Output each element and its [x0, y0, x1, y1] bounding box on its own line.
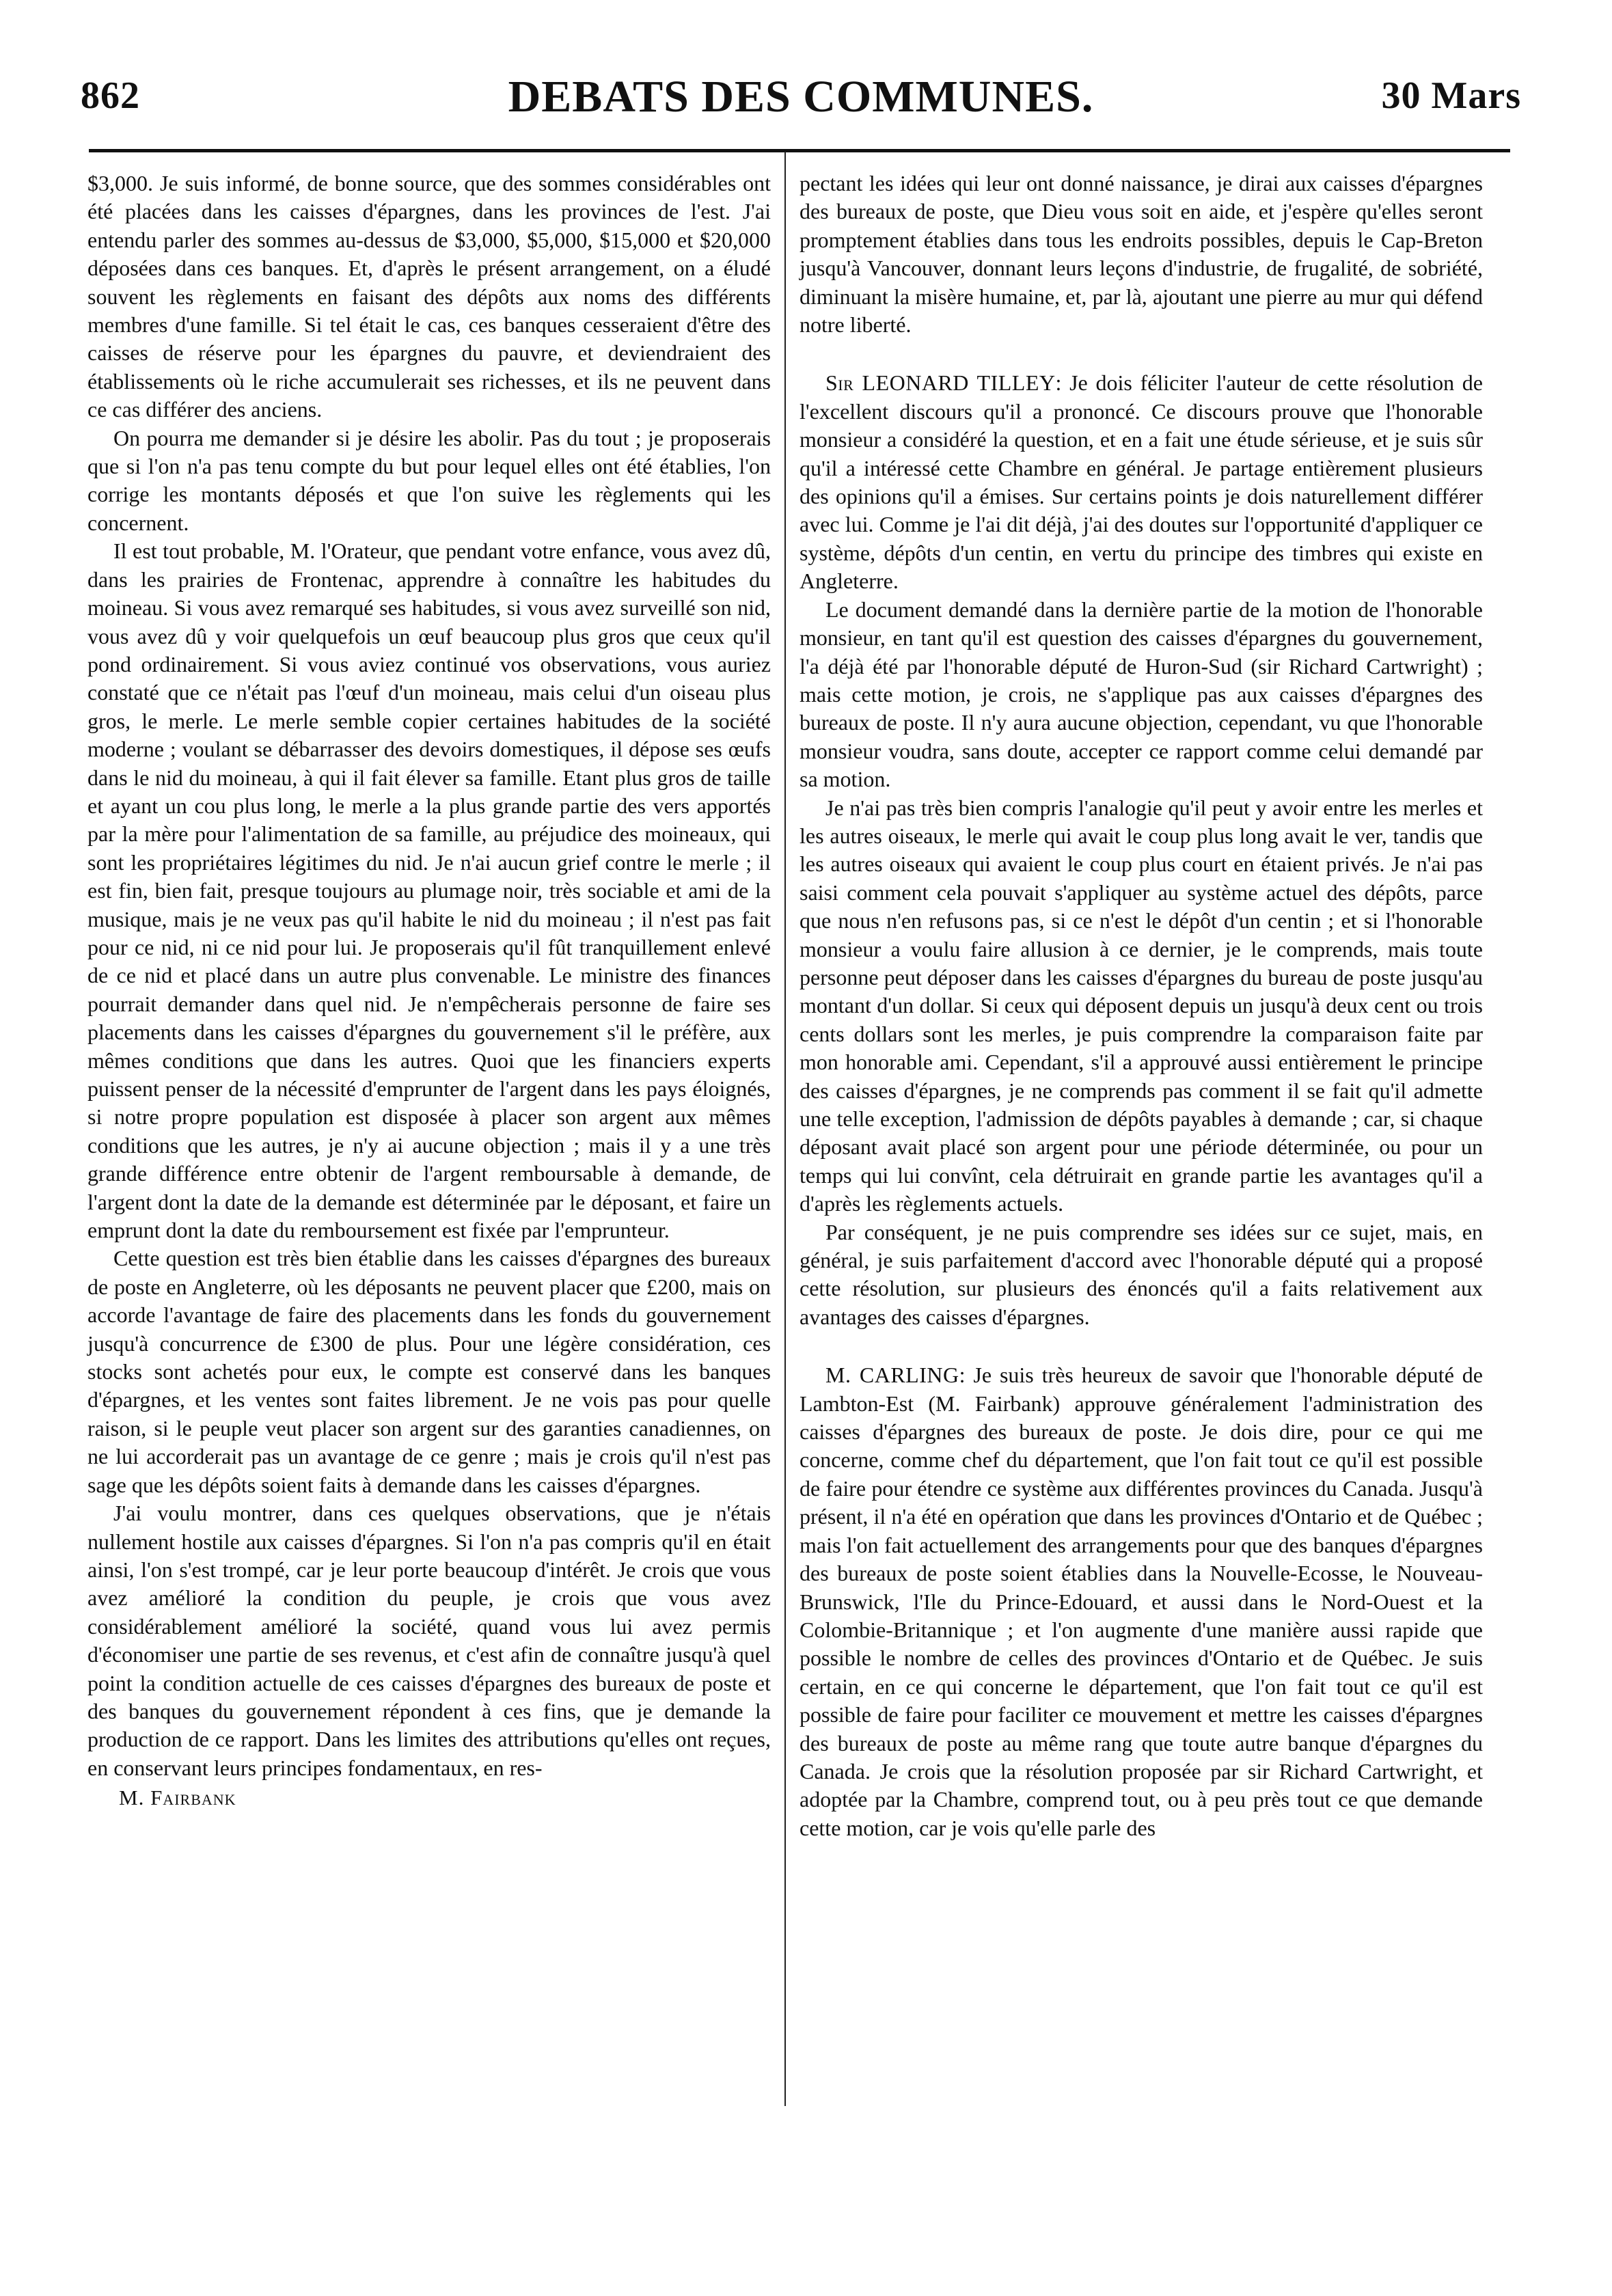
- paragraph: Cette question est très bien établie dans les caisses d'épargnes des bureaux de poste en Angleterre, où les déposants ne peuvent placer que £200, mais on accorde l'avantage de faire des placements dans les fonds du gouvernement jusqu'à concurrence de £300 de plus. Pour une légère considération, ces stocks sont achetés pour eux, le compte est conservé dans les banques d'épargnes, et les ventes sont faites librement. Je ne vois pas pour quelle raison, si le peuple veut placer son argent sur des garanties canadiennes, on ne lui accorderait pas un avantage de ce genre ; mais je crois qu'il n'est pas sage que les dépôts soient faits à demande dans les caisses d'épargnes.: [87, 1246, 771, 1497]
- speaker-name: M. CARLING: [825, 1363, 959, 1388]
- speech-text: : Je suis très heureux de savoir que l'honorable député de Lambton-Est (M. Fairbank) approuve généralement l'administration des caisses d'épargnes des bureaux de poste. Je dois dire, pour ce qui me concerne, comme chef du département, que l'on fait tout ce qu'il est possible de faire pour étendre ce système aux différentes provinces du Canada. Jusqu'à présent, il n'a été en opération que dans les provinces d'Ontario et de Québec ; mais l'on fait actuellement des arrangements pour que des banques d'épargnes des bureaux de poste soient établies dans la Nouvelle-Ecosse, le Nouveau-Brunswick, l'Ile du Prince-Edouard, et aussi dans le Nord-Ouest et la Colombie-Britannique ; et l'on augmente d'une manière aussi rapide que possible le nombre de celles des provinces d'Ontario et de Québec. Je suis certain, en ce qui concerne le département, que l'on fait tout ce qu'il est possible de faire pour faciliter ce mouvement et mettre les caisses d'épargnes des bureaux de poste au même rang que toute autre banque d'épargnes du Canada. Je crois que la résolution proposée par sir Richard Cartwright, et adoptée par la Chambre, comprend tout, ou à peu près tout ce que demande cette motion, car je vois qu'elle parle des: [800, 1363, 1484, 1840]
- speech-text: : Je dois féliciter l'auteur de cette résolution de l'excellent discours qu'il a prononcé. Ce discours prouve que l'honorable monsieur a considéré la question, et en a fait une étude sérieuse, et je suis sûr qu'il a intéressé cette Chambre en général. Je partage entièrement plusieurs des opinions qu'il a émises. Sur certains points je dois naturellement différer avec lui. Comme je l'ai dit déjà, j'ai des doutes sur l'opportunité d'appliquer ce système, dépôts d'un centin, en vertu du principe des timbres qui existe en Angleterre.: [800, 370, 1483, 594]
- page-number: 862: [81, 74, 140, 117]
- running-title: DEBATS DES COMMUNES.: [508, 72, 1094, 122]
- paragraph: Par conséquent, je ne puis comprendre ses idées sur ce sujet, mais, en général, je suis parfaitement d'accord avec l'honorable député qui a proposé cette résolution, sur plusieurs des énoncés qu'il a faits relativement aux avantages des caisses d'épargnes.: [800, 1219, 1483, 1329]
- paragraph: $3,000. Je suis informé, de bonne source, que des sommes considérables ont été placées dans les caisses d'épargnes, dans les provinces de l'est. J'ai entendu parler des sommes au-dessus de $3,000, $5,000, $15,000 et $20,000 déposées dans ces banques. Et, d'après le présent arrangement, on a éludé souvent les règlements en faisant des dépôts aux noms des différents membres d'une famille. Si tel était le cas, ces banques cesseraient d'être des caisses de réserve pour les épargnes du pauvre, et deviendraient des établissements où le riche accumulerait ses richesses, et ils ne peuvent dans ce cas différer des anciens.: [87, 171, 771, 422]
- speaker-signature: M. Fairbank: [119, 1786, 236, 1810]
- speech-carling: [800, 1361, 1483, 1842]
- header-date: 30 Mars: [1381, 74, 1521, 117]
- left-column: [87, 169, 771, 1812]
- right-column: [800, 169, 1483, 1842]
- column-divider: [784, 152, 786, 2106]
- paragraph: Il est tout probable, M. l'Orateur, que pendant votre enfance, vous avez dû, dans les prairies de Frontenac, apprendre à connaître les habitudes du moineau. Si vous avez remarqué ses habitudes, si vous avez surveillé son nid, vous avez dû y voir quelquefois un œuf beaucoup plus gros que ceux qu'il pond ordinairement. Si vous aviez continué vos observations, vous auriez constaté que ce n'était pas l'œuf d'un moineau, mais celui d'un oiseau plus gros, le merle. Le merle semble copier certaines habitudes de la société moderne ; voulant se débarrasser des devoirs domestiques, il dépose ses œufs dans le nid du moineau, à qui il fait élever sa famille. Etant plus gros de taille et ayant un cou plus long, le merle a la plus grande partie des vers apportés par la mère pour l'alimentation de sa famille, au préjudice des moineaux, qui sont les propriétaires légitimes du nid. Je n'ai aucun grief contre le merle ; il est fin, bien fait, presque toujours au plumage noir, très sociable et ami de la musique, mais je ne veux pas qu'il habite le nid du moineau ; il n'est pas fait pour ce nid, ni ce nid pour lui. Je proposerais qu'il fût tranquillement enlevé de ce nid et placé dans un autre plus convenable. Le ministre des finances pourrait demander dans quel nid. Je n'empêcherais personne de faire ses placements dans les caisses d'épargnes du gouvernement s'il le préfère, aux mêmes conditions que dans les autres. Quoi que les financiers experts puissent penser de la nécessité d'emprunter de l'argent dans les pays éloignés, si notre propre population est disposée à placer son argent aux mêmes conditions que les autres, je n'y ai aucune objection ; mais il y a une très grande différence entre obtenir de l'argent remboursable à demande, de l'argent dont la date de la demande est déterminée par le déposant, et faire un emprunt dont la date du remboursement est fixée par l'emprunteur.: [87, 538, 771, 1243]
- paragraph: pectant les idées qui leur ont donné naissance, je dirai aux caisses d'épargnes des bureaux de poste, que Dieu vous soit en aide, et j'espère qu'elles seront promptement établies dans tous les endroits possibles, depuis le Cap-Breton jusqu'à Vancouver, donnant leurs leçons d'industrie, de frugalité, de sobriété, diminuant la misère humaine, et, par là, ajoutant une pierre au mur qui défend notre liberté.: [800, 171, 1483, 338]
- paragraph: Je n'ai pas très bien compris l'analogie qu'il peut y avoir entre les merles et les autres oiseaux, le merle qui avait le coup plus long avait le ver, tandis que les autres oiseaux qui avaient le coup plus court en étaient privés. Je n'ai pas saisi comment cela pouvait s'appliquer au système actuel des dépôts, parce que nous n'en refusons pas, si ce n'est le dépôt d'un centin ; et si l'honorable monsieur a voulu faire allusion à ce dernier, je le comprends, mais toute personne peut déposer dans les caisses d'épargnes du bureau de poste jusqu'au montant d'un dollar. Si ceux qui déposent depuis un jusqu'à deux cent ou trois cents dollars sont les merles, je puis comprendre la comparaison faite par mon honorable ami. Cependant, s'il a approuvé aussi entièrement le principe des caisses d'épargnes, je ne comprends pas comment il se fait qu'il admette une telle exception, l'admission de dépôts payables à demande ; car, si chaque déposant avait placé son argent pour une période déterminée, ou pour un temps qui lui convînt, cela détruirait en grande partie les avantages qu'il a d'après les règlements actuels.: [800, 795, 1483, 1216]
- paragraph: Le document demandé dans la dernière partie de la motion de l'honorable monsieur, en tant qu'il est question des caisses d'épargnes du gouvernement, l'a déjà été par l'honorable député de Huron-Sud (sir Richard Cartwright) ; mais cette motion, je crois, ne s'applique pas aux caisses d'épargnes des bureaux de poste. Il n'y aura aucune objection, cependant, vu que l'honorable monsieur voudra, sans doute, accepter ce rapport comme celui demandé par sa motion.: [800, 597, 1483, 792]
- header-rule: [89, 149, 1510, 152]
- speaker-name: Sir LEONARD TILLEY: [825, 370, 1056, 396]
- speech-tilley: [800, 369, 1483, 595]
- page-header: [81, 68, 1521, 137]
- paragraph: J'ai voulu montrer, dans ces quelques observations, que je n'étais nullement hostile aux caisses d'épargnes. Si l'on n'a pas compris qu'il en était ainsi, l'on s'est trompé, car je leur porte beaucoup d'intérêt. Je crois que vous avez amélioré la condition du peuple, je crois que vous avez considérablement amélioré la société, quand vous lui avez permis d'économiser une partie de ses revenus, et c'est afin de connaître jusqu'à quel point la condition actuelle de ces caisses d'épargnes des bureaux de poste et des banques du gouvernement répondent à ces fins, que je demande la production de ce rapport. Dans les limites des attributions qu'elles ont reçues, en conservant leurs principes fondamentaux, en res-: [87, 1501, 771, 1780]
- paragraph: On pourra me demander si je désire les abolir. Pas du tout ; je proposerais que si l'on n'a pas tenu compte du but pour lequel elles ont été établies, l'on corrige les montants déposés et que l'on suive les règlements qui les concernent.: [87, 425, 771, 535]
